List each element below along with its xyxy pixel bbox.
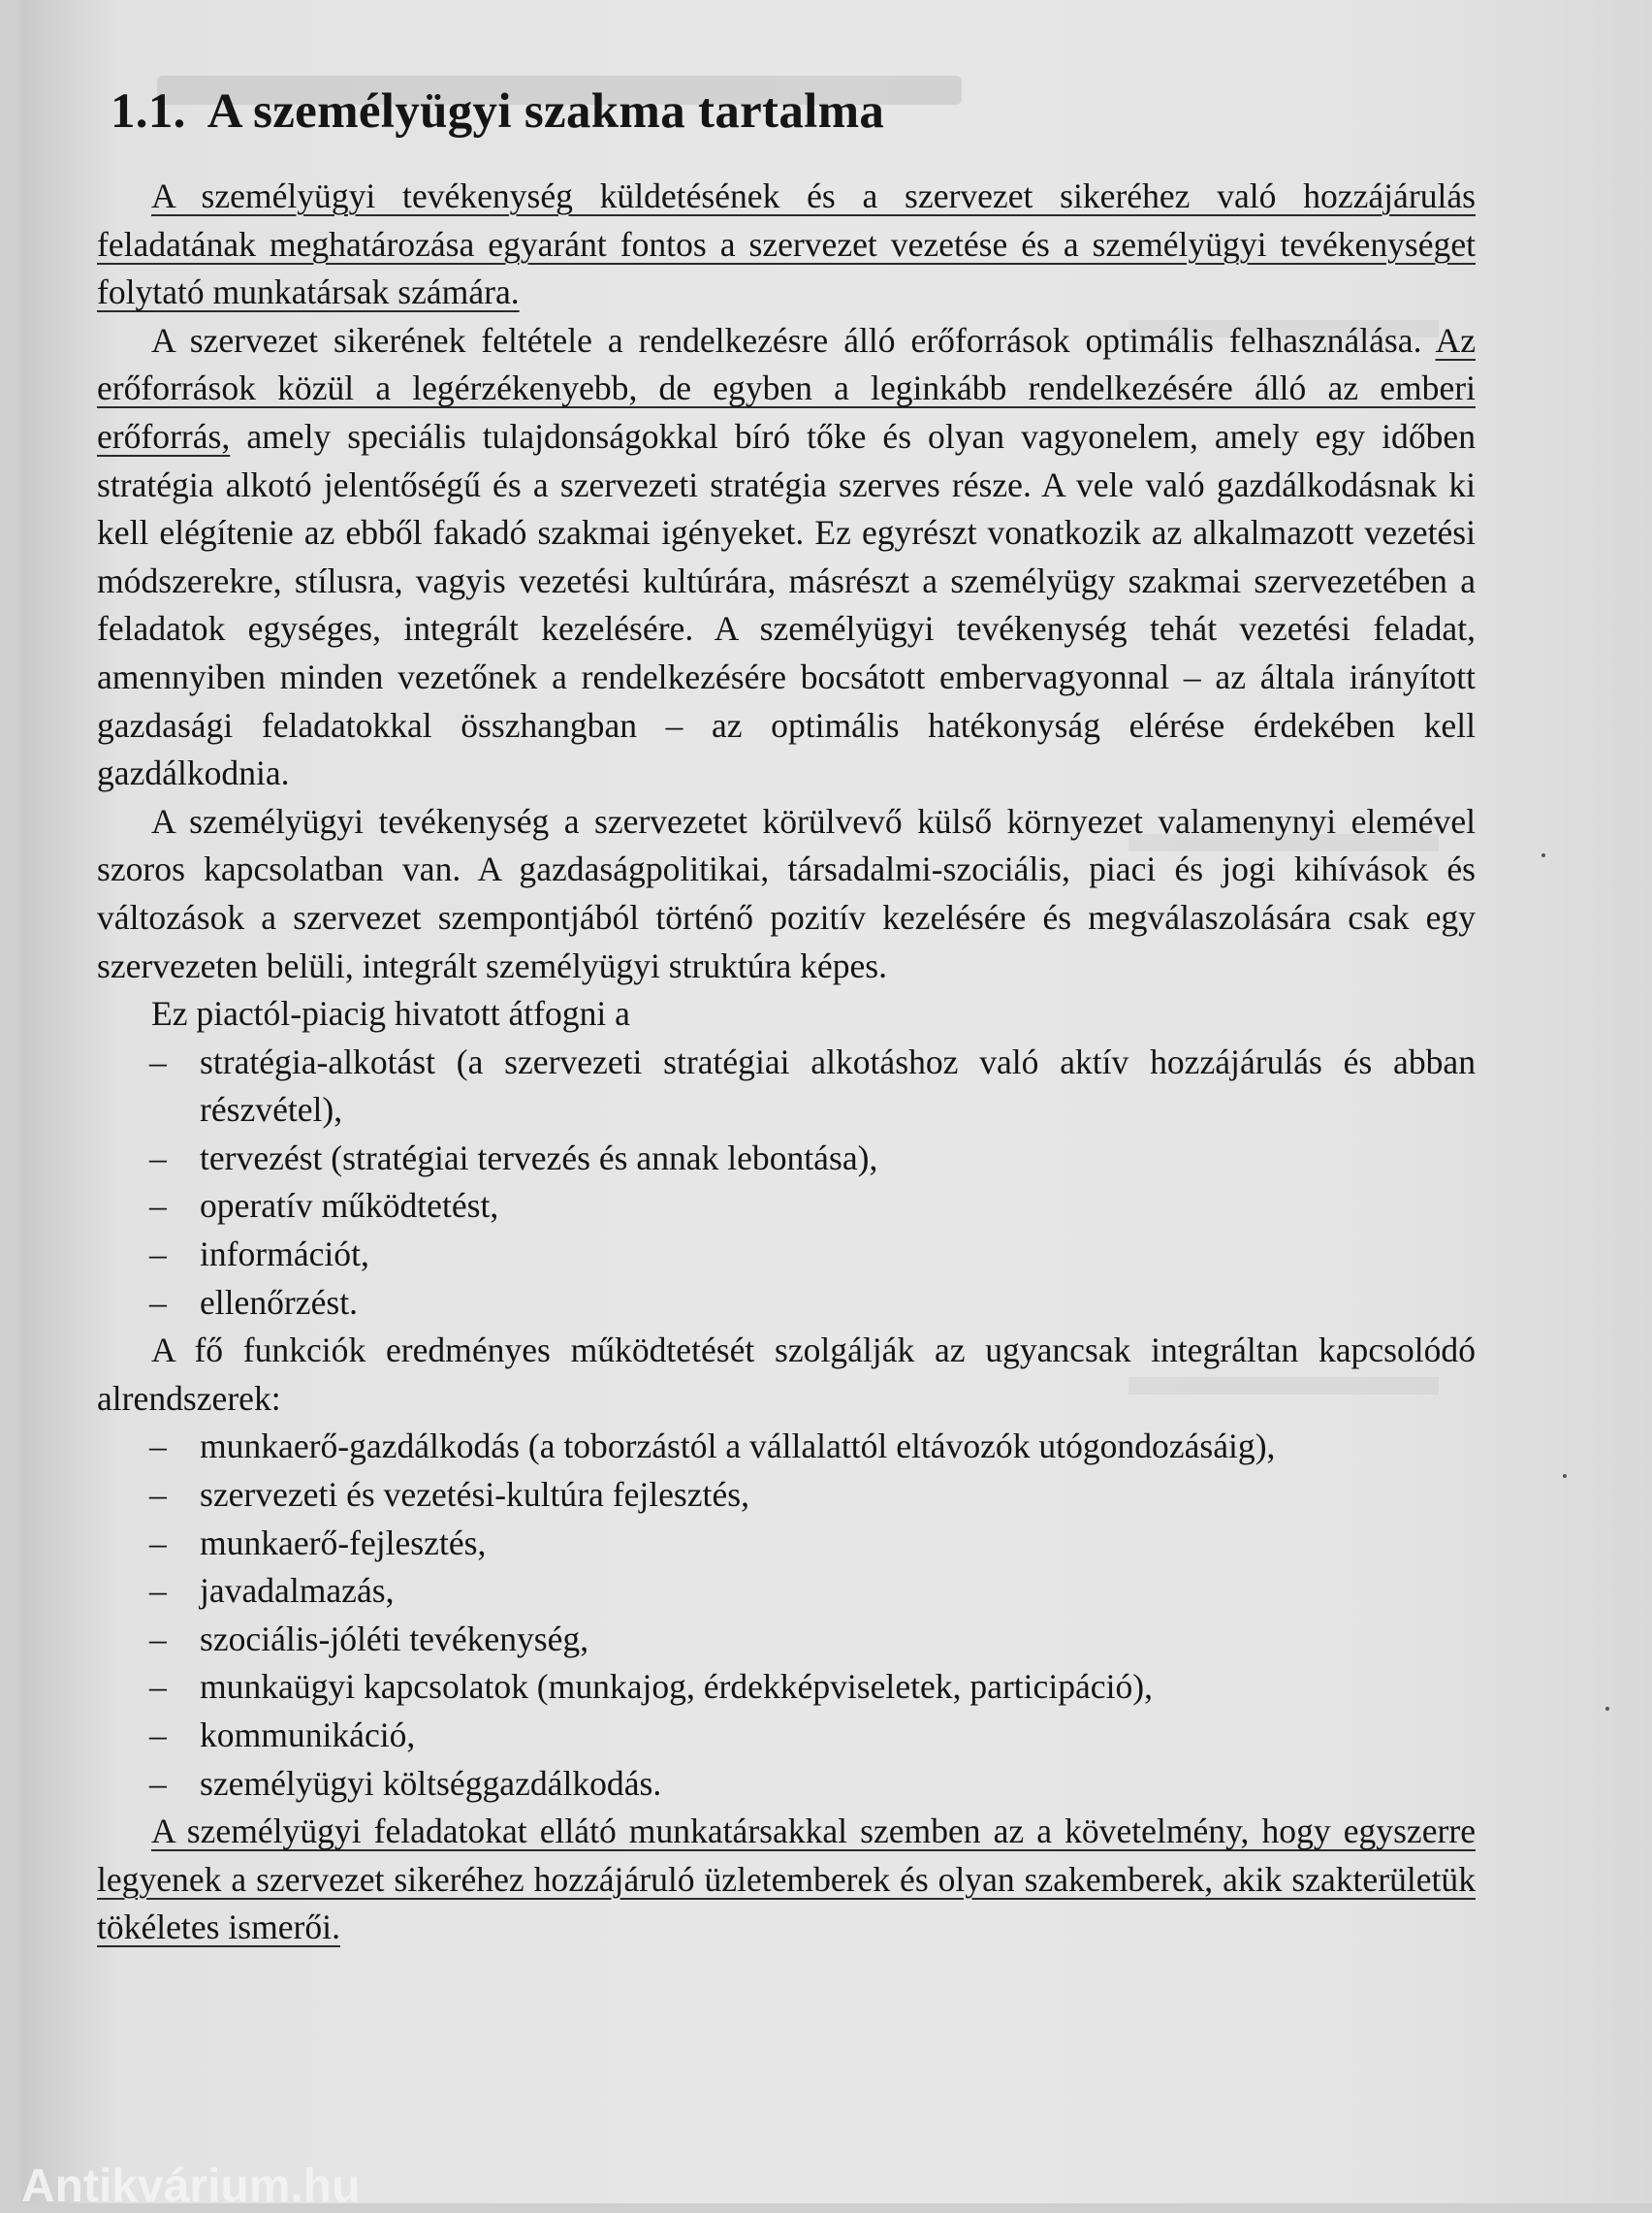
list1-lead: Ez piactól-piacig hivatott átfogni a: [151, 994, 630, 1034]
list-item-text: kommunikáció,: [200, 1716, 416, 1754]
dash-marker: –: [149, 1716, 167, 1754]
list-item-text: operatív működtetést,: [200, 1186, 499, 1226]
site-watermark: Antikvárium.hu: [21, 2161, 361, 2212]
paragraph-environment: [97, 798, 1476, 990]
dash-marker: –: [149, 1667, 167, 1707]
list-item-text: munkaügyi kapcsolatok (munkajog, érdekképviseletek, participáció),: [200, 1667, 1154, 1707]
list-item-text: munkaerő-gazdálkodás (a toborzástól a vállalattól eltávozók utógondozásáig),: [200, 1427, 1276, 1466]
dash-marker: –: [149, 1427, 167, 1466]
underlined-text: A személyügyi feladatokat ellátó munkatársakkal szemben az a követelmény, hogy egyszerre legyenek a szervezet sikeréhez hozzájáruló üzletemberek és olyan szakemberek, akik szakterületük tökéletes ismerői.: [97, 1812, 1476, 1947]
list-item-text: szervezeti és vezetési-kultúra fejlesztés,: [200, 1475, 749, 1515]
sentence: amely speciális tulajdonságokkal bíró tőke és olyan vagyonelem, amely egy időben stratégia alkotó jelentőségű és a szervezeti stratégia szerves része. A vele való gazdálkodásnak ki kell elégítenie az ebből fakadó szakmai igényeket. Ez egyrészt vonatkozik az alkalmazott vezetési módszerekre, stílusra, vagyis vezetési kultúrára, másrészt a személyügy szakmai szervezetében a feladatok egységes, integrált kezelésére. A személyügyi tevékenység tehát vezetési feladat, amennyiben minden vezetőnek a rendelkezésére bocsátott embervagyonnal – az általa irányított gazdasági feladatokkal összhangban – az optimális hatékonyság elérése érdekében kell gazdálkodnia.: [97, 416, 1476, 793]
list-item-text: javadalmazás,: [200, 1571, 395, 1611]
paragraph-resources: [97, 317, 1476, 798]
dash-marker: –: [149, 1235, 167, 1274]
list-item-text: információt,: [200, 1235, 369, 1274]
list-item-text: ellenőrzést.: [200, 1282, 358, 1322]
section-number: 1.1.: [111, 84, 186, 139]
paper-speck: [1541, 853, 1545, 857]
underlined-text: A személyügyi tevékenység küldetésének és a szervezet sikeréhez való hozzájárulás feladatának meghatározása egyaránt fontos a szervezet vezetése és a személyügyi tevékenységet folytató munkatársak számára.: [97, 176, 1476, 312]
list-item: [97, 1616, 1476, 1664]
sentence: A szervezet sikerének feltétele a rendelkezésre álló erőforrások optimális felhasználása.: [151, 320, 1422, 360]
dash-marker: –: [149, 1523, 167, 1562]
list2-lead: A fő funkciók eredményes működtetését szolgálják az ugyancsak integráltan kapcsolódó alrendszerek:: [97, 1331, 1476, 1418]
list-item: [97, 1520, 1476, 1568]
list-item: [97, 1423, 1476, 1471]
paragraph-closing: [97, 1808, 1476, 1952]
dash-marker: –: [149, 1619, 167, 1658]
dash-marker: –: [149, 1571, 167, 1611]
list-item: [97, 1231, 1476, 1279]
sentence: A személyügyi tevékenység a szervezetet körülvevő külső környezet valamenynyi elemével szoros kapcsolatban van. A gazdaságpolitikai, társadalmi-szociális, piaci és jogi kihívások és változások a szervezet szempontjából történő pozitív kezelésére és megválaszolására csak egy szervezeten belüli, integrált személyügyi struktúra képes.: [97, 801, 1476, 985]
list-item-text: stratégia-alkotást (a szervezeti stratégiai alkotáshoz való aktív hozzájárulás és abban részvétel),: [200, 1042, 1476, 1130]
dash-marker: –: [149, 1186, 167, 1226]
section-title: A személyügyi szakma tartalma: [206, 84, 885, 139]
list-item-text: személyügyi költséggazdálkodás.: [200, 1763, 662, 1803]
list-item-text: tervezést (stratégiai tervezés és annak lebontása),: [200, 1138, 878, 1177]
dash-marker: –: [149, 1475, 167, 1515]
list-item: [97, 1182, 1476, 1231]
paragraph-mission: [97, 173, 1476, 317]
subsystems-list: [97, 1423, 1476, 1808]
list-item: [97, 1663, 1476, 1712]
list-item: [97, 1567, 1476, 1616]
functions-list: [97, 1039, 1476, 1328]
dash-marker: –: [149, 1042, 167, 1081]
dash-marker: –: [149, 1282, 167, 1322]
underlined-text: Az erőforrások közül a legérzékenyebb, de egyben a leginkább rendelkezésére álló az emberi erőforrás,: [97, 320, 1476, 456]
list-item: [97, 1471, 1476, 1520]
dash-marker: –: [149, 1763, 167, 1803]
list-item: [97, 1279, 1476, 1328]
dash-marker: –: [149, 1138, 167, 1177]
paper-speck: [1605, 1707, 1609, 1711]
list-item: [97, 1039, 1476, 1135]
list-item: [97, 1135, 1476, 1183]
list-item: [97, 1712, 1476, 1760]
list-item-text: szociális-jóléti tevékenység,: [200, 1619, 589, 1658]
paper-speck: [1563, 1474, 1567, 1478]
book-page: [21, 0, 1652, 2212]
list-item: [97, 1760, 1476, 1809]
section-heading: [111, 83, 884, 140]
body-text: [97, 173, 1476, 1952]
list-item-text: munkaerő-fejlesztés,: [200, 1523, 487, 1562]
